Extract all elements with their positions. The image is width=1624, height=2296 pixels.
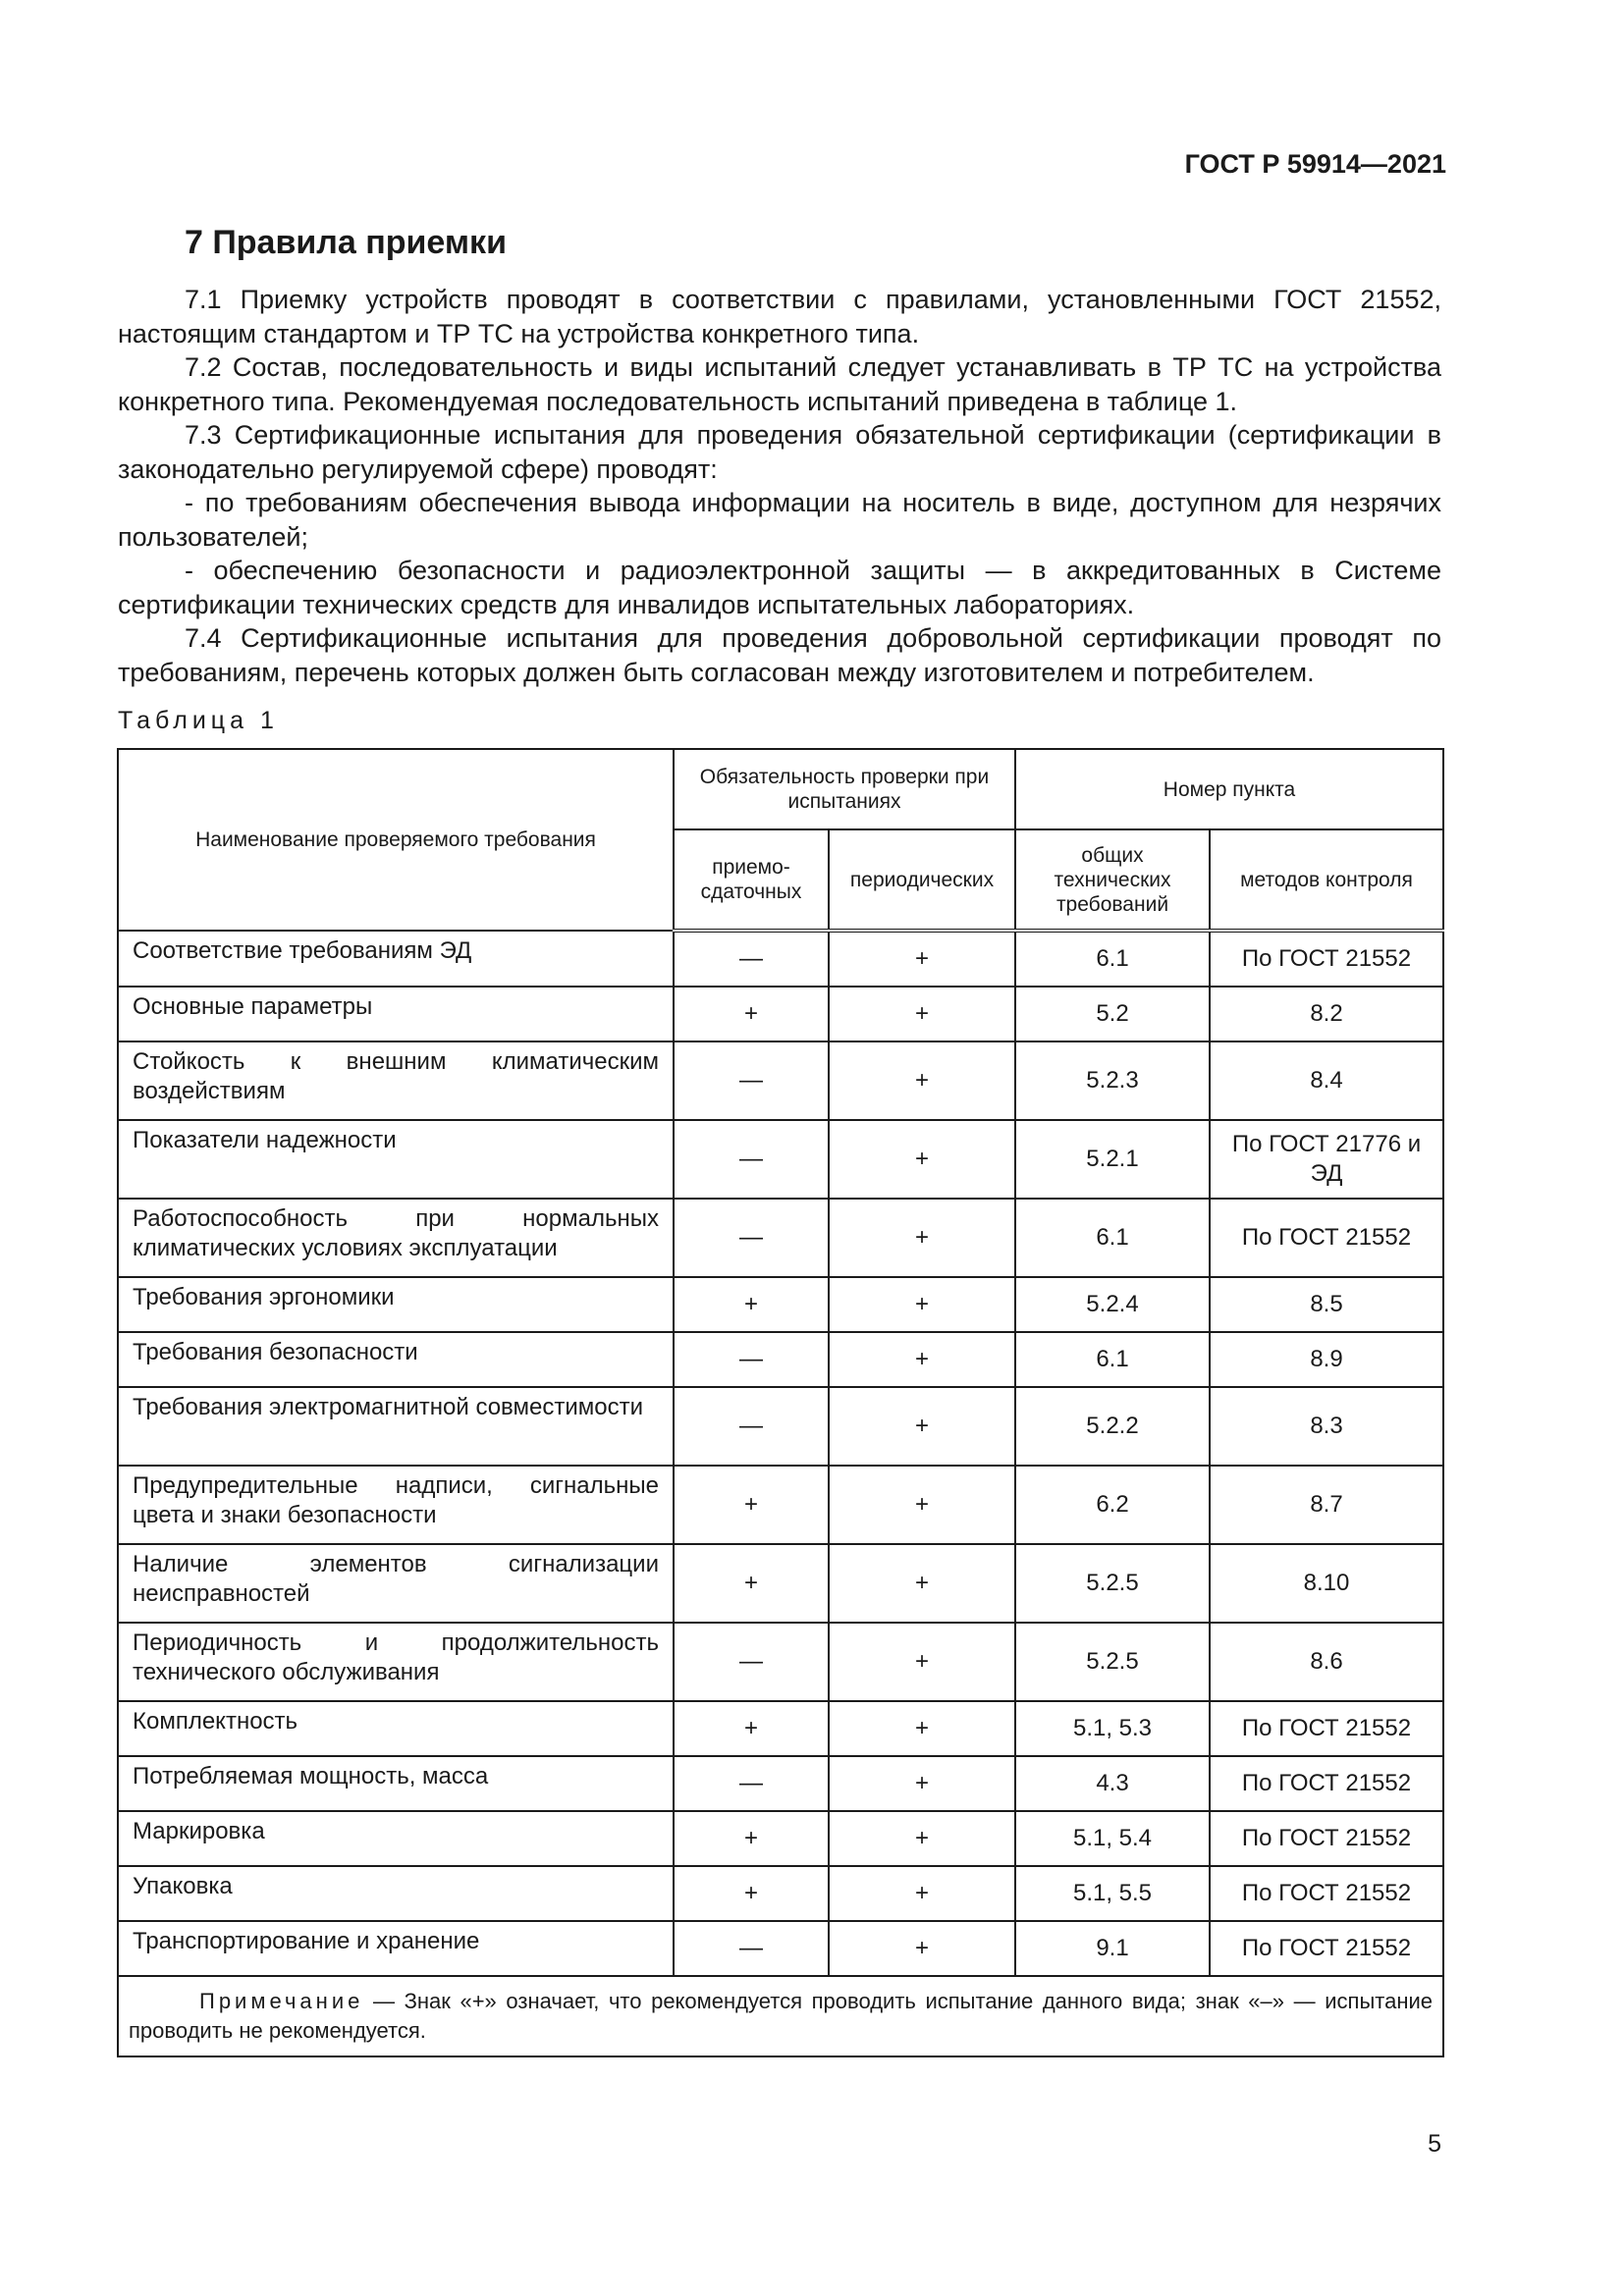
- requirements-table: [117, 748, 1444, 2057]
- requirement-name-cell: Транспортирование и хранение: [118, 1921, 674, 1976]
- periodic-cell: +: [829, 1623, 1015, 1701]
- acceptance-cell: +: [674, 1277, 829, 1332]
- requirement-name-cell: Работоспособность при нормальных климатических условиях эксплуатации: [118, 1199, 674, 1277]
- periodic-cell: +: [829, 1332, 1015, 1387]
- general-clause-cell: 5.2.1: [1015, 1120, 1210, 1199]
- methods-cell: 8.5: [1210, 1277, 1443, 1332]
- methods-cell: 8.6: [1210, 1623, 1443, 1701]
- document-code: ГОСТ Р 59914—2021: [1184, 149, 1446, 179]
- methods-cell: По ГОСТ 21552: [1210, 1811, 1443, 1866]
- table-row: [118, 1332, 1443, 1387]
- table-body: [118, 931, 1443, 1976]
- table-row: [118, 1544, 1443, 1623]
- requirement-name-cell: Комплектность: [118, 1701, 674, 1756]
- requirement-name-cell: Маркировка: [118, 1811, 674, 1866]
- periodic-cell: +: [829, 1199, 1015, 1277]
- page-number: 5: [1428, 2130, 1441, 2158]
- header-general-requirements: общих технических требований: [1015, 829, 1210, 931]
- requirement-name-cell: Соответствие требованиям ЭД: [118, 931, 674, 987]
- requirement-name-cell: Требования электромагнитной совместимости: [118, 1387, 674, 1466]
- acceptance-cell: +: [674, 1466, 829, 1544]
- table-row: [118, 987, 1443, 1041]
- general-clause-cell: 5.2.4: [1015, 1277, 1210, 1332]
- methods-cell: По ГОСТ 21552: [1210, 1866, 1443, 1921]
- methods-cell: По ГОСТ 21552: [1210, 1199, 1443, 1277]
- header-obligation: Обязательность проверки при испытаниях: [674, 749, 1015, 829]
- general-clause-cell: 9.1: [1015, 1921, 1210, 1976]
- general-clause-cell: 6.2: [1015, 1466, 1210, 1544]
- methods-cell: По ГОСТ 21552: [1210, 1701, 1443, 1756]
- periodic-cell: +: [829, 1277, 1015, 1332]
- table-row: [118, 1701, 1443, 1756]
- general-clause-cell: 5.1, 5.5: [1015, 1866, 1210, 1921]
- periodic-cell: +: [829, 1701, 1015, 1756]
- general-clause-cell: 5.1, 5.3: [1015, 1701, 1210, 1756]
- header-control-methods: методов контроля: [1210, 829, 1443, 931]
- requirement-name-cell: Периодичность и продолжительность технического обслуживания: [118, 1623, 674, 1701]
- table-row: [118, 1623, 1443, 1701]
- table-row: [118, 931, 1443, 987]
- periodic-cell: +: [829, 1756, 1015, 1811]
- requirement-name-cell: Стойкость к внешним климатическим воздействиям: [118, 1041, 674, 1120]
- table-row: [118, 1277, 1443, 1332]
- table-row: [118, 1866, 1443, 1921]
- table-note: [118, 1976, 1443, 2056]
- general-clause-cell: 5.2: [1015, 987, 1210, 1041]
- body-text: [118, 283, 1441, 689]
- requirement-name-cell: Требования эргономики: [118, 1277, 674, 1332]
- acceptance-cell: +: [674, 1866, 829, 1921]
- acceptance-cell: —: [674, 1332, 829, 1387]
- requirement-name-cell: Наличие элементов сигнализации неисправностей: [118, 1544, 674, 1623]
- methods-cell: 8.7: [1210, 1466, 1443, 1544]
- table-row: [118, 1756, 1443, 1811]
- methods-cell: 8.2: [1210, 987, 1443, 1041]
- general-clause-cell: 5.2.5: [1015, 1544, 1210, 1623]
- periodic-cell: +: [829, 987, 1015, 1041]
- general-clause-cell: 5.2.5: [1015, 1623, 1210, 1701]
- header-clause-number: Номер пункта: [1015, 749, 1443, 829]
- note-label: Примечание: [199, 1989, 364, 2013]
- methods-cell: По ГОСТ 21552: [1210, 931, 1443, 987]
- header-requirement-name: Наименование проверяемого требования: [118, 749, 674, 931]
- acceptance-cell: —: [674, 1387, 829, 1466]
- section-title: 7 Правила приемки: [185, 224, 507, 261]
- acceptance-cell: —: [674, 931, 829, 987]
- periodic-cell: +: [829, 1544, 1015, 1623]
- periodic-cell: +: [829, 1811, 1015, 1866]
- methods-cell: 8.3: [1210, 1387, 1443, 1466]
- table-row: [118, 1921, 1443, 1976]
- requirement-name-cell: Требования безопасности: [118, 1332, 674, 1387]
- general-clause-cell: 5.2.2: [1015, 1387, 1210, 1466]
- table-row: [118, 1466, 1443, 1544]
- general-clause-cell: 6.1: [1015, 1332, 1210, 1387]
- acceptance-cell: —: [674, 1756, 829, 1811]
- methods-cell: По ГОСТ 21776 и ЭД: [1210, 1120, 1443, 1199]
- table-row: [118, 1811, 1443, 1866]
- acceptance-cell: —: [674, 1199, 829, 1277]
- paragraph-7-4: 7.4 Сертификационные испытания для проведения добровольной сертификации проводят по требованиям, перечень которых должен быть согласован между изготовителем и потребителем.: [118, 623, 1441, 687]
- methods-cell: 8.9: [1210, 1332, 1443, 1387]
- requirement-name-cell: Основные параметры: [118, 987, 674, 1041]
- periodic-cell: +: [829, 1387, 1015, 1466]
- paragraph-7-1: 7.1 Приемку устройств проводят в соответствии с правилами, установленными ГОСТ 21552, настоящим стандартом и ТР ТС на устройства конкретного типа.: [118, 285, 1441, 348]
- list-item-blind-output: - по требованиям обеспечения вывода информации на носитель в виде, доступном для незрячих пользователей;: [118, 488, 1441, 552]
- acceptance-cell: +: [674, 987, 829, 1041]
- table-row: [118, 1120, 1443, 1199]
- paragraph-7-2: 7.2 Состав, последовательность и виды испытаний следует устанавливать в ТР ТС на устройства конкретного типа. Рекомендуемая последовательность испытаний приведена в таблице 1.: [118, 352, 1441, 416]
- header-periodic: периодических: [829, 829, 1015, 931]
- note-text: — Знак «+» означает, что рекомендуется проводить испытание данного вида; знак «–» — испытание проводить не рекомендуется.: [129, 1989, 1433, 2043]
- periodic-cell: +: [829, 1041, 1015, 1120]
- general-clause-cell: 4.3: [1015, 1756, 1210, 1811]
- methods-cell: 8.4: [1210, 1041, 1443, 1120]
- requirement-name-cell: Упаковка: [118, 1866, 674, 1921]
- periodic-cell: +: [829, 1466, 1015, 1544]
- general-clause-cell: 5.2.3: [1015, 1041, 1210, 1120]
- periodic-cell: +: [829, 931, 1015, 987]
- table-row: [118, 1199, 1443, 1277]
- table-row: [118, 1387, 1443, 1466]
- periodic-cell: +: [829, 1921, 1015, 1976]
- requirement-name-cell: Показатели надежности: [118, 1120, 674, 1199]
- paragraph-7-3: 7.3 Сертификационные испытания для проведения обязательной сертификации (сертификации в законодательно регулируемой сфере) проводят:: [118, 420, 1441, 484]
- acceptance-cell: —: [674, 1921, 829, 1976]
- acceptance-cell: +: [674, 1811, 829, 1866]
- general-clause-cell: 6.1: [1015, 1199, 1210, 1277]
- acceptance-cell: +: [674, 1544, 829, 1623]
- methods-cell: По ГОСТ 21552: [1210, 1921, 1443, 1976]
- methods-cell: По ГОСТ 21552: [1210, 1756, 1443, 1811]
- acceptance-cell: —: [674, 1623, 829, 1701]
- list-item-safety: - обеспечению безопасности и радиоэлектронной защиты — в аккредитованных в Системе сертификации технических средств для инвалидов испытательных лабораториях.: [118, 556, 1441, 619]
- table-row: [118, 1041, 1443, 1120]
- acceptance-cell: +: [674, 1701, 829, 1756]
- header-acceptance: приемо-сдаточных: [674, 829, 829, 931]
- acceptance-cell: —: [674, 1041, 829, 1120]
- requirement-name-cell: Предупредительные надписи, сигнальные цвета и знаки безопасности: [118, 1466, 674, 1544]
- acceptance-cell: —: [674, 1120, 829, 1199]
- periodic-cell: +: [829, 1866, 1015, 1921]
- table-caption: Таблица 1: [118, 707, 279, 734]
- periodic-cell: +: [829, 1120, 1015, 1199]
- general-clause-cell: 6.1: [1015, 931, 1210, 987]
- requirement-name-cell: Потребляемая мощность, масса: [118, 1756, 674, 1811]
- methods-cell: 8.10: [1210, 1544, 1443, 1623]
- general-clause-cell: 5.1, 5.4: [1015, 1811, 1210, 1866]
